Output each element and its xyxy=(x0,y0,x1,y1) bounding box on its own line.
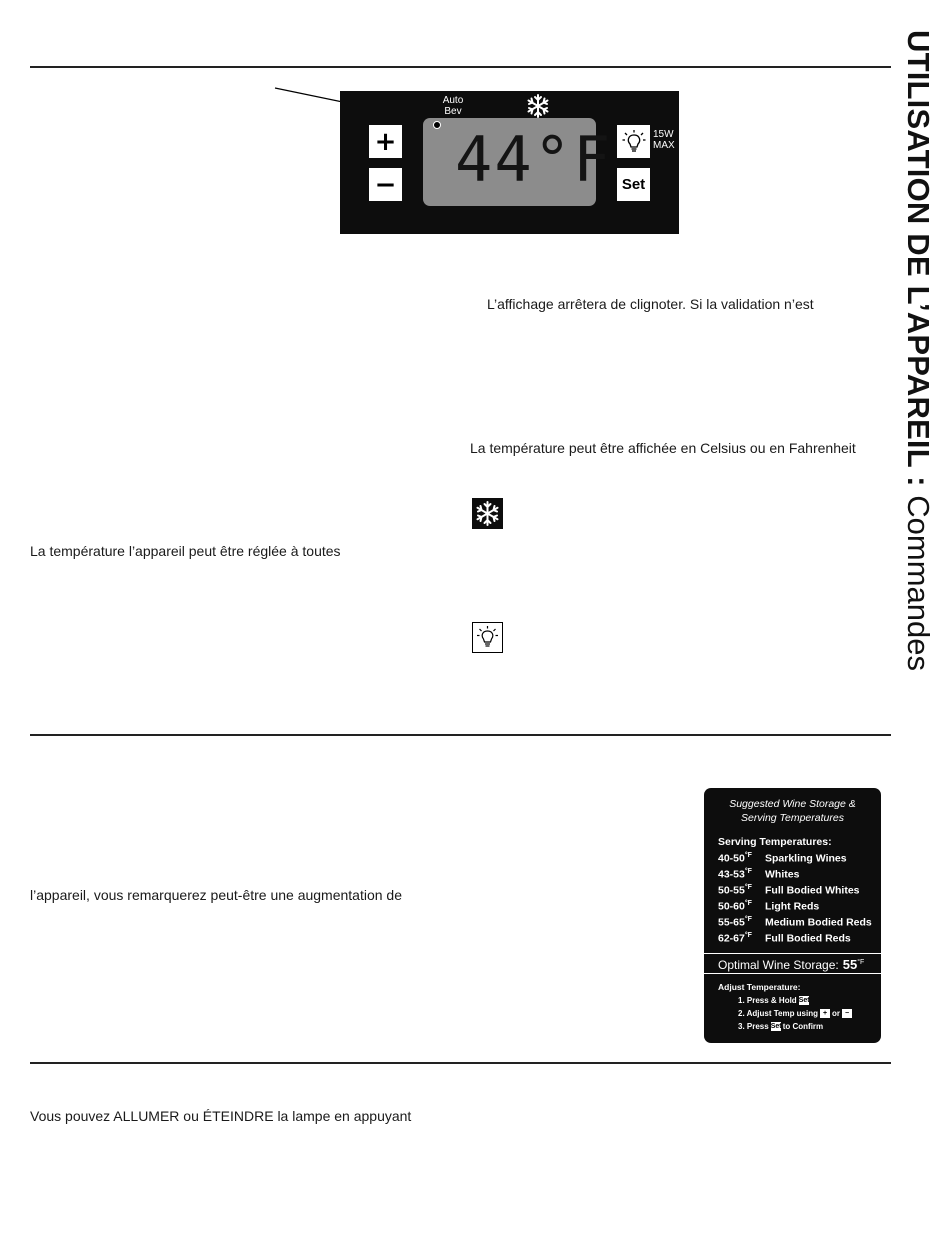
section-rule-top xyxy=(30,66,891,68)
plus-button[interactable]: + xyxy=(369,125,402,158)
wine-row: $50-60^{^\circ F}$ Light Reds xyxy=(718,900,820,913)
control-panel xyxy=(340,91,679,234)
card-divider xyxy=(704,953,881,954)
side-title-light: Commandes xyxy=(901,486,936,671)
wine-row: $43-53^{^\circ F}$ Whites xyxy=(718,868,800,881)
auto-label: Auto xyxy=(442,95,464,106)
temperature-display xyxy=(423,118,613,206)
lightbulb-icon xyxy=(621,129,647,155)
card-title-line-1: Suggested Wine Storage & xyxy=(729,798,856,810)
adjust-heading: Adjust Temperature: xyxy=(718,982,801,992)
snowflake-icon xyxy=(472,498,503,529)
adjust-step-1: 1. Press & Hold Set xyxy=(738,996,810,1005)
watt-line-1: 15W xyxy=(653,129,674,140)
wine-temperature-card xyxy=(704,788,881,1043)
light-button[interactable] xyxy=(617,125,650,158)
lamp-text: Vous pouvez ALLUMER ou ÉTEINDRE la lampe en appuyant xyxy=(30,1108,412,1124)
wine-row: $40-50^{^\circ F}$ Sparkling Wines xyxy=(718,852,847,865)
celsius-text: La température peut être affichée en Celsius ou en Fahrenheit xyxy=(470,440,856,456)
adjust-step-2: 2. Adjust Temp using + or − xyxy=(738,1009,854,1018)
card-title-line-2: Serving Temperatures xyxy=(741,812,844,824)
wine-row: $50-55^{^\circ F}$ Full Bodied Whites xyxy=(718,884,860,897)
optimal-storage: Optimal Wine Storage: $55^{^\circ F}$ xyxy=(718,957,865,972)
side-title-bold: UTILISATION DE L’APPAREIL : xyxy=(901,30,936,487)
watt-line-2: MAX xyxy=(653,140,675,151)
serving-heading: Serving Temperatures: xyxy=(718,836,832,848)
range-text: La température l’appareil peut être réglée à toutes xyxy=(30,543,341,559)
section-rule-bottom xyxy=(30,1062,891,1064)
side-title xyxy=(898,30,938,710)
optimal-label: Optimal Wine Storage: xyxy=(718,958,839,972)
blink-text: L’affichage arrêtera de clignoter. Si la validation n’est xyxy=(487,296,814,312)
minus-button[interactable]: − xyxy=(369,168,402,201)
snowflake-icon xyxy=(525,93,551,119)
increase-text: l’appareil, vous remarquerez peut-être une augmentation de xyxy=(30,887,403,903)
lightbulb-icon xyxy=(472,622,503,653)
set-button[interactable]: Set xyxy=(617,168,650,201)
adjust-step-3: 3. Press Setto Confirm xyxy=(738,1022,824,1031)
wattage-label xyxy=(653,129,675,151)
card-title xyxy=(704,797,881,825)
auto-bev-label xyxy=(437,95,469,117)
temperature-readout: 44°F xyxy=(455,123,613,196)
card-divider xyxy=(704,973,881,974)
section-rule-middle xyxy=(30,734,891,736)
wine-row: $62-67^{^\circ F}$ Full Bodied Reds xyxy=(718,932,851,945)
bev-label: Bev xyxy=(444,106,462,117)
wine-row: $55-65^{^\circ F}$ Medium Bodied Reds xyxy=(718,916,872,929)
auto-bev-indicator xyxy=(433,121,441,129)
optimal-value: 55 xyxy=(842,957,858,972)
